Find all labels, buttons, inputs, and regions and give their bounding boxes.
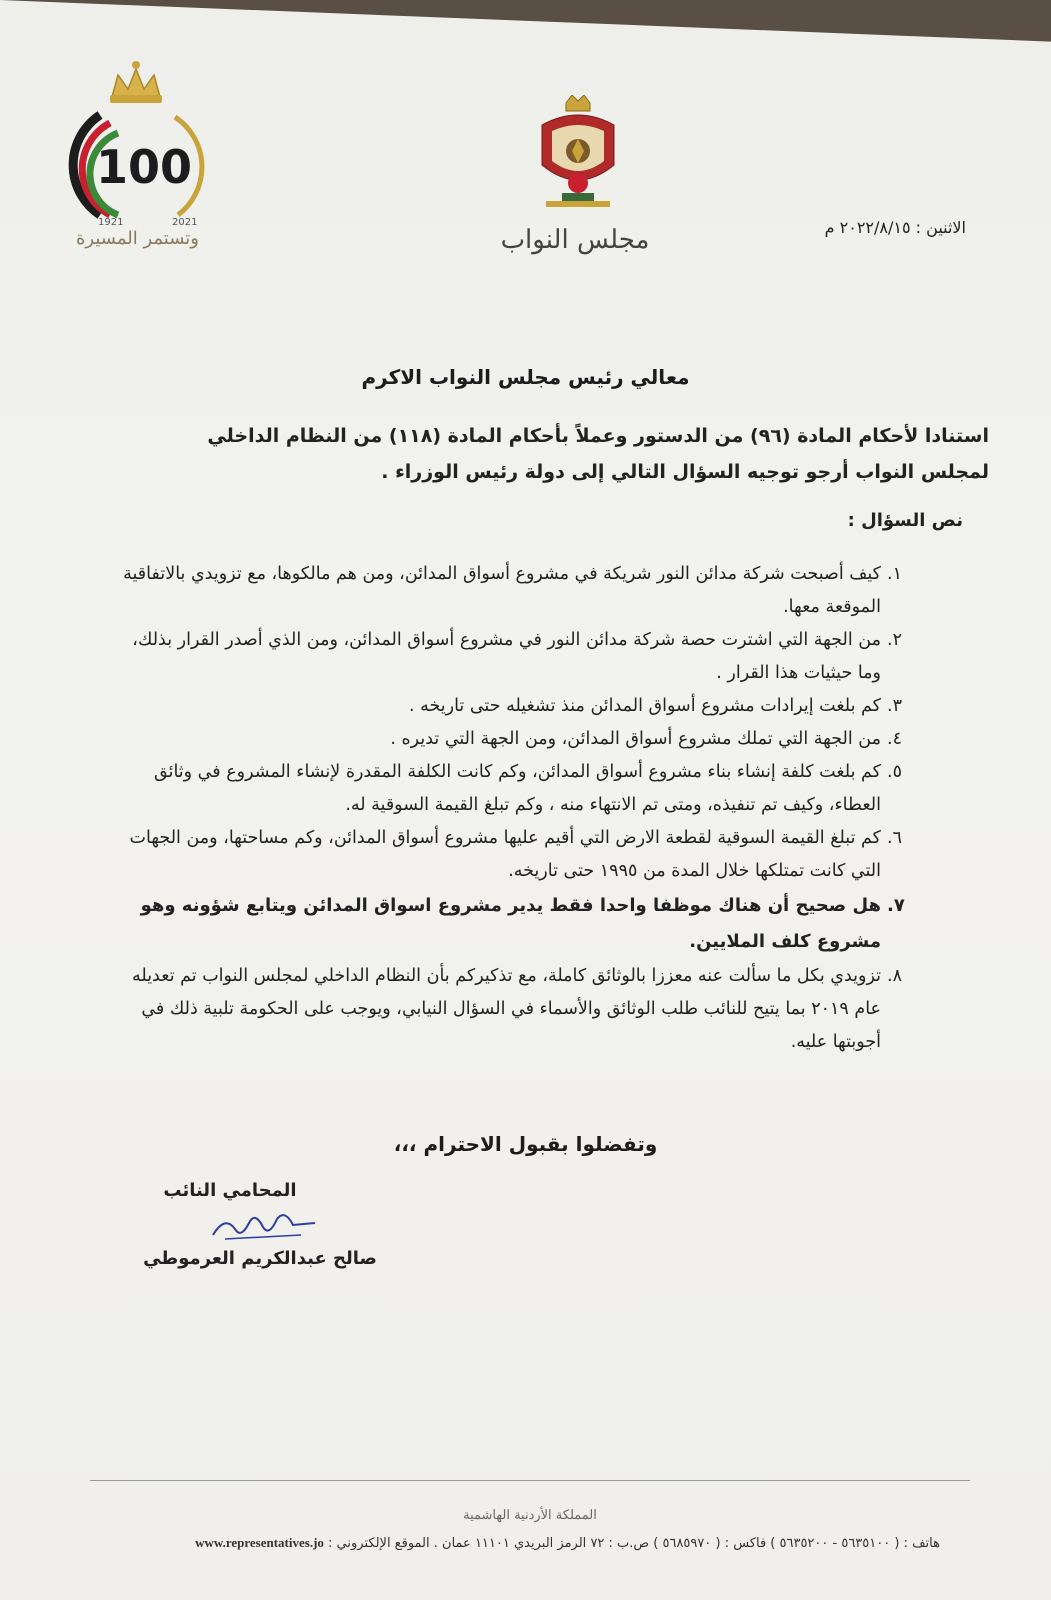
- centenary-year-start: 1921: [98, 217, 124, 228]
- item-text: كم تبلغ القيمة السوقية لقطعة الارض التي أقيم عليها مشروع أسواق المدائن، وكم مساحتها، ومن الجهات التي كانت تمتلكها خلال المدة من ١٩٩٥ حتى تاريخه.: [129, 828, 881, 881]
- signatory-name: صالح عبدالكريم العرموطي: [143, 1248, 377, 1269]
- centenary-year-end: 2021: [172, 217, 198, 228]
- item-number: ٢.: [887, 630, 902, 650]
- handwritten-signature: [205, 1205, 325, 1245]
- item-number: ٨.: [887, 966, 902, 986]
- footer-contact-text: هاتف : ( ٥٦٣٥١٠٠ - ٥٦٣٥٢٠٠ ) فاكس : ( ٥٦٨٥٩٧٠ ) ص.ب : ٧٢ الرمز البريدي ١١١٠١ عمان . الموقع الإلكتروني :: [328, 1536, 940, 1551]
- list-item: [111, 723, 902, 756]
- centenary-logo: [60, 55, 220, 255]
- footer-divider: [90, 1480, 970, 1481]
- crown-icon: [110, 61, 162, 103]
- item-text: من الجهة التي اشترت حصة شركة مدائن النور في مشروع أسواق المدائن، ومن الذي أصدر القرار بذلك، وما حيثيات هذا القرار .: [132, 630, 881, 683]
- item-number: ١.: [887, 564, 902, 584]
- centenary-caption: وتستمر المسيرة: [76, 228, 199, 249]
- intro-paragraph: استنادا لأحكام المادة (٩٦) من الدستور وعملاً بأحكام المادة (١١٨) من النظام الداخلي لمجلس النواب أرجو توجيه السؤال التالي إلى دولة رئيس الوزراء .: [207, 425, 989, 483]
- item-text: هل صحيح أن هناك موظفا واحدا فقط يدير مشروع اسواق المدائن ويتابع شؤونه وهو مشروع كلف الملايين.: [140, 895, 881, 952]
- item-text: كم بلغت إيرادات مشروع أسواق المدائن منذ تشغيله حتى تاريخه .: [408, 696, 881, 716]
- item-number: ٦.: [887, 828, 902, 848]
- item-text: من الجهة التي تملك مشروع أسواق المدائن، ومن الجهة التي تديره .: [390, 729, 881, 749]
- coat-of-arms-icon: [532, 95, 624, 213]
- item-number: ٤.: [887, 729, 902, 749]
- centenary-number: 100: [95, 140, 193, 194]
- item-text: كم بلغت كلفة إنشاء بناء مشروع أسواق المدائن، وكم كانت الكلفة المقدرة لإنشاء المشروع في وثائق العطاء، وكيف تم تنفيذه، ومتى تم الانتهاء منه ، وكم تبلغ القيمة السوقية له.: [154, 762, 881, 815]
- website-link[interactable]: www.representatives.jo: [195, 1535, 324, 1550]
- question-heading: نص السؤال :: [847, 510, 963, 531]
- list-item: [111, 558, 902, 624]
- item-text: تزويدي بكل ما سألت عنه معززا بالوثائق كاملة، مع تذكيركم بأن النظام الداخلي لمجلس النواب تم تعديله عام ٢٠١٩ بما يتيح للنائب طلب الوثائق والأسماء في السؤال النيابي، ويوجب على الحكومة تلبية ذلك في أجوبتها عليه.: [132, 966, 881, 1052]
- footer-kingdom: المملكة الأردنية الهاشمية: [463, 1508, 597, 1523]
- item-number: ٣.: [887, 696, 902, 716]
- item-text: كيف أصبحت شركة مدائن النور شريكة في مشروع أسواق المدائن، ومن هم مالكوها، مع تزويدي بالاتفاقية الموقعة معها.: [123, 564, 881, 617]
- list-item: [111, 690, 902, 723]
- assembly-name: مجلس النواب: [500, 225, 650, 255]
- list-item: [111, 960, 902, 1059]
- salutation: معالي رئيس مجلس النواب الاكرم: [361, 365, 690, 389]
- question-list: [111, 558, 905, 1059]
- letter-date: الاثنين : ٢٠٢٢/٨/١٥ م: [824, 218, 966, 237]
- closing-line: وتفضلوا بقبول الاحترام ،،،: [393, 1132, 658, 1156]
- list-item: [111, 888, 905, 960]
- list-item: [111, 822, 902, 888]
- list-item: [111, 624, 902, 690]
- footer-contact: [90, 1535, 940, 1551]
- item-number: ٧.: [887, 895, 905, 916]
- list-item: [111, 756, 902, 822]
- item-number: ٥.: [887, 762, 902, 782]
- signatory-title: المحامي النائب: [163, 1180, 297, 1201]
